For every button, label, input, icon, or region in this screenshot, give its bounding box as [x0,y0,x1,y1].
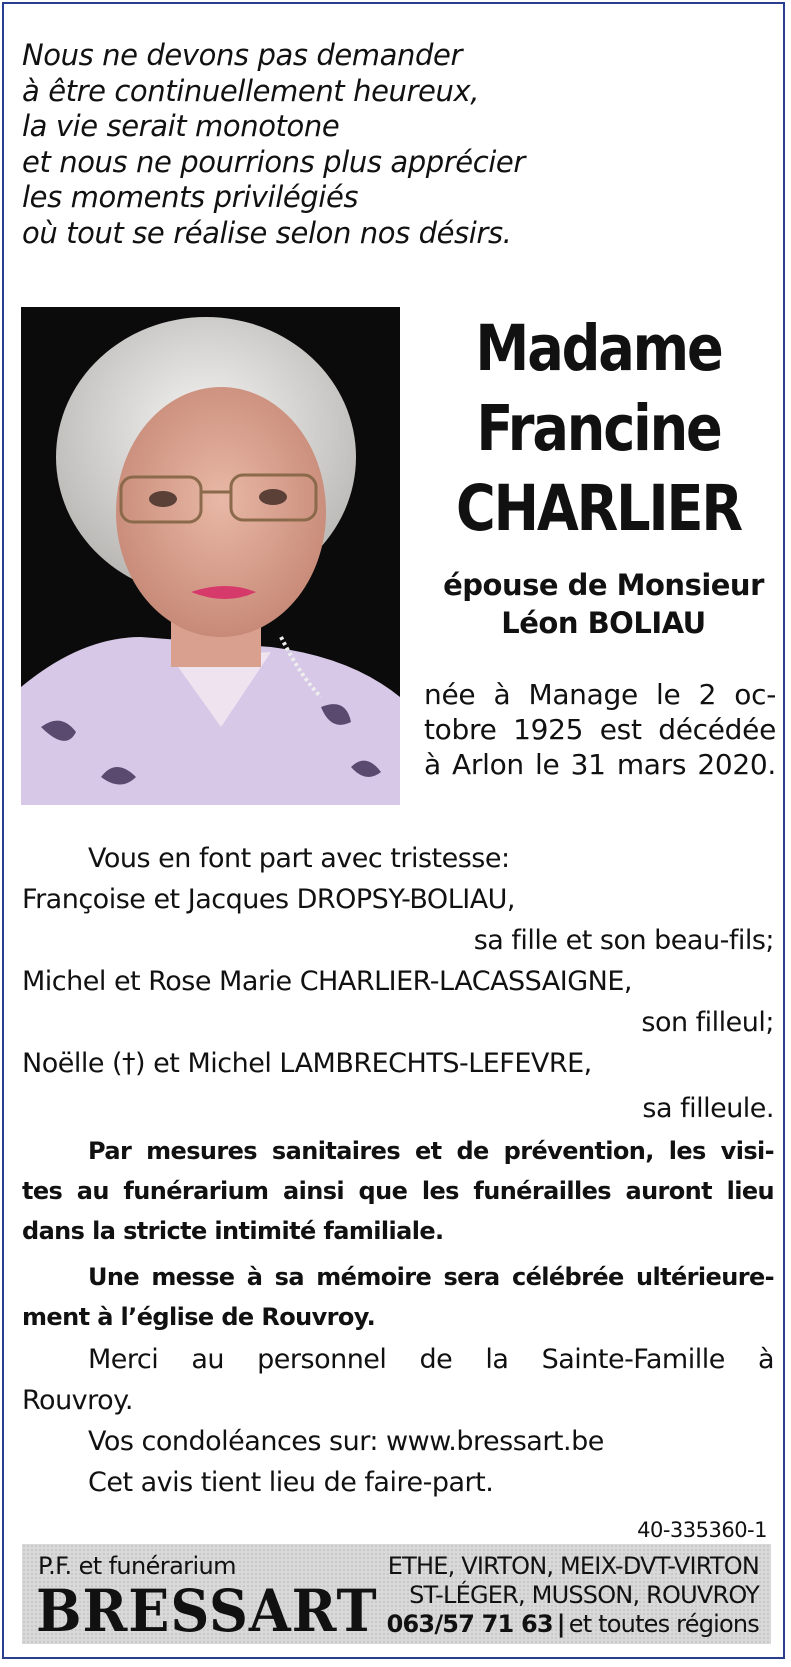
phone-number: 063/57 71 63 [386,1610,553,1638]
family-names: Noëlle (†) et Michel LAMBRECHTS-LEFEVRE, [22,1048,592,1079]
family-relation: son filleul; [641,1007,774,1038]
intro-text: Vous en font part avec tristesse: [88,843,510,874]
spouse-line: Léon BOLIAU [501,606,706,640]
poem-line: la vie serait monotone [22,109,340,143]
condolences-text: Vos condoléances sur: www.bressart.be [88,1426,604,1457]
regions-text: et toutes régions [568,1610,759,1638]
portrait-photo [21,307,400,805]
announcement-body [22,838,774,1503]
thanks-text [22,1339,774,1421]
family-names: Michel et Rose Marie CHARLIER-LACASSAIGNE, [22,966,633,997]
pf-label: P.F. et funérarium [38,1552,236,1580]
spouse-line: épouse de Monsieur [443,568,764,602]
locations-line: ETHE, VIRTON, MEIX-DVT-VIRTON [387,1552,759,1580]
thanks-line: Merci au personnel de la Sainte-Famille à [88,1344,774,1375]
birth-line: tobre 1925 est décédée [424,713,776,746]
separator: | [556,1610,565,1638]
poem-line: les moments privilégiés [22,180,359,214]
notice-line: ment à l’église de Rouvroy. [22,1303,376,1331]
birth-death-info [424,677,776,782]
deceased-name [442,309,756,549]
birth-line: à Arlon le 31 mars 2020. [424,748,776,781]
thanks-line: Rouvroy. [22,1385,133,1416]
birth-line: née à Manage le 2 oc- [424,678,776,711]
reference-number: 40-335360-1 [637,1518,767,1542]
poem-line: où tout se réalise selon nos désirs. [22,215,512,250]
poem-line: et nous ne pourrions plus apprécier [22,144,525,179]
poem-line: à être continuellement heureux, [22,73,480,108]
locations-line: ST-LÉGER, MUSSON, ROUVROY [409,1581,759,1609]
notice-line: Par mesures sanitaires et de prévention, les visi- [88,1137,774,1165]
poem [22,38,762,251]
name-first: Francine [476,392,721,465]
funeral-home-banner [22,1544,771,1644]
name-title: Madame [475,312,722,385]
notice-line: tes au funérarium ainsi que les funérailles auront lieu [22,1177,774,1205]
brand-logo: BRESSART [36,1577,378,1645]
family-relation: sa filleule. [642,1093,774,1124]
notice-line: dans la stricte intimité familiale. [22,1217,444,1245]
contact-line [387,1610,759,1639]
mass-notice [22,1257,774,1337]
closing-text: Cet avis tient lieu de faire-part. [88,1467,494,1498]
spouse-info [416,566,791,642]
notice-line: Une messe à sa mémoire sera célébrée ultérieure- [88,1263,774,1291]
family-names: Françoise et Jacques DROPSY-BOLIAU, [22,884,516,915]
family-relation: sa fille et son beau-fils; [473,925,774,956]
locations [387,1552,759,1639]
sanitary-notice [22,1131,774,1251]
name-last: CHARLIER [456,472,741,545]
obituary-notice [2,2,785,1659]
poem-line: Nous ne devons pas demander [22,38,462,72]
